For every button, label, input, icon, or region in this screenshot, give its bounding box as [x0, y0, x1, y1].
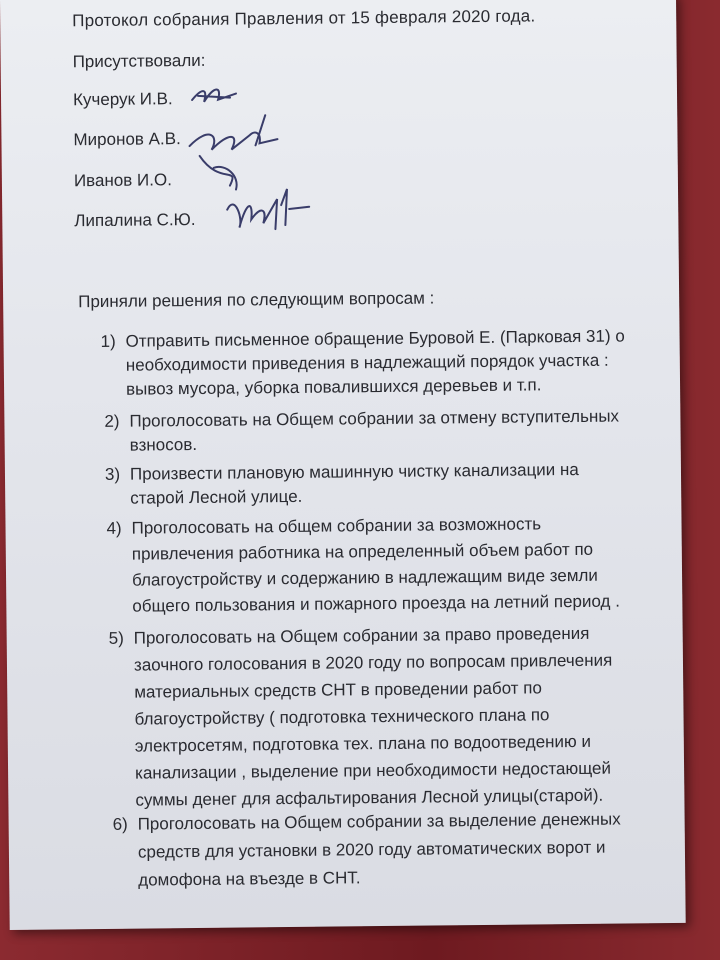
member-name: Липалина С.Ю.: [74, 209, 196, 231]
item-text-line: электросетям, подготовка тех. плана по водоотведению и: [134, 731, 592, 756]
member-name: Иванов И.О.: [73, 170, 172, 191]
item-number: 3): [104, 464, 121, 484]
decision-item: [109, 621, 651, 813]
document-title: Протокол собрания Правления от 15 февраля 2020 года.: [72, 6, 536, 31]
decision-item: [113, 807, 654, 893]
decision-item: [100, 324, 641, 402]
item-number: 1): [100, 331, 116, 351]
member-name: Миронов А.В.: [73, 129, 181, 150]
item-text-line: Проголосовать на Общем собрании за отмену вступительных: [129, 406, 620, 431]
item-text-line: Произвести плановую машинную чистку канализации на: [129, 459, 579, 484]
present-label: Присутствовали:: [72, 50, 206, 72]
item-text-line: канализации , выделение при необходимости недостающей: [135, 758, 612, 783]
decision-item: [106, 511, 647, 619]
item-number: 5): [108, 628, 124, 648]
item-number: 6): [112, 814, 128, 834]
decision-item: [104, 404, 644, 458]
item-text-line: Проголосовать на общем собрании за возможность: [131, 514, 542, 538]
item-text-line: Проголосовать на Общем собрании за выделение денежных: [137, 809, 621, 834]
item-text-line: Отправить письменное обращение Буровой Е. (Парковая 31) о: [125, 326, 625, 351]
item-text-line: взносов.: [129, 434, 198, 455]
item-number: 4): [106, 518, 122, 538]
item-text-line: необходимости приведения в надлежащий порядок участка :: [125, 350, 609, 375]
item-text-line: домофона на въезде в СНТ.: [138, 868, 361, 890]
item-text-line: благоустройству и содержанию в надлежащим виде земли: [131, 565, 598, 590]
item-text-line: заочного голосования в 2020 году по вопросам привлечения: [133, 650, 613, 675]
item-text-line: благоустройству ( подготовка технического плана по: [134, 705, 550, 729]
item-text-line: привлечения работника на определенный объем работ по: [131, 539, 594, 564]
item-text-line: вывоз мусора, уборка повалившихся деревьев и т.п.: [125, 375, 542, 399]
item-number: 2): [104, 411, 120, 431]
item-text-line: Проголосовать на Общем собрании за право проведения: [133, 623, 590, 648]
item-text-line: старой Лесной улице.: [130, 486, 303, 508]
item-text-line: общего пользования и пожарного проезда на летний период .: [132, 591, 620, 616]
item-text-line: материальных средств СНТ в проведении работ по: [134, 678, 542, 702]
member-name: Кучерук И.В.: [72, 89, 173, 110]
signature-image: [217, 179, 318, 240]
item-text-line: суммы денег для асфальтирования Лесной улицы(старой).: [135, 785, 604, 810]
decision-item: [105, 457, 645, 511]
decisions-label: Приняли решения по следующим вопросам :: [78, 288, 435, 312]
item-text-line: средств для установки в 2020 году автоматических ворот и: [137, 837, 606, 862]
